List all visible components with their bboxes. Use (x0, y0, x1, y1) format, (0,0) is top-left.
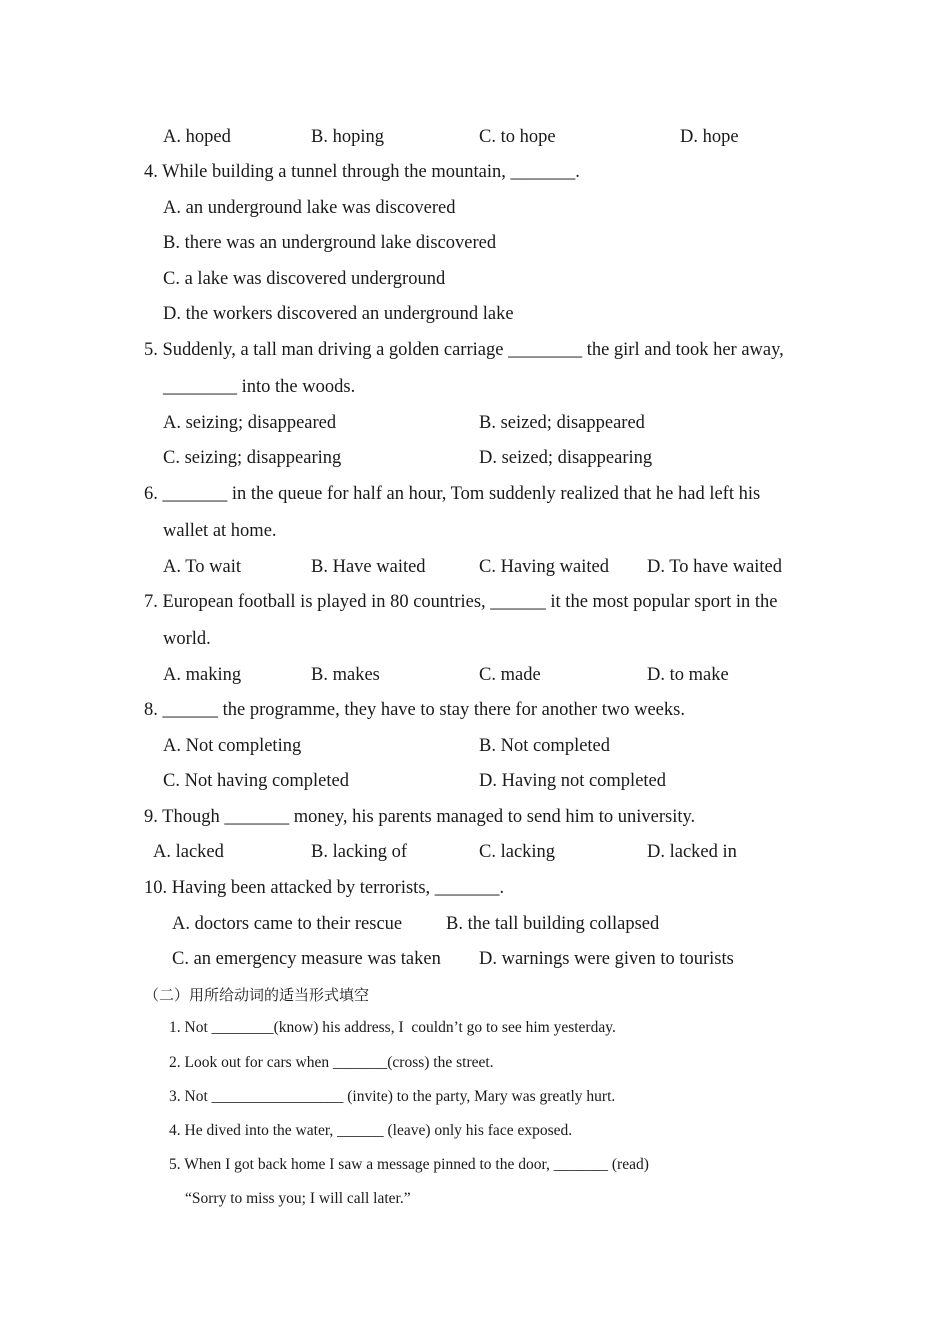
q9-option-a: A. lacked (153, 842, 224, 862)
q10-option-b: B. the tall building collapsed (446, 914, 660, 934)
q9-stem: 9. Though _______ money, his parents managed to send him to university. (144, 807, 696, 827)
q8-option-a: A. Not completing (163, 736, 302, 756)
q7-option-a: A. making (163, 665, 242, 685)
q4-option-c: C. a lake was discovered underground (163, 269, 446, 289)
q7-stem-line2: world. (163, 629, 211, 649)
q7-option-c: C. made (479, 665, 541, 685)
q4-option-d: D. the workers discovered an underground lake (163, 304, 514, 324)
section2-item-5: 5. When I got back home I saw a message pinned to the door, _______ (read) (169, 1156, 649, 1173)
q6-stem-line2: wallet at home. (163, 521, 277, 541)
section2-item-1: 1. Not ________(know) his address, I couldn’t go to see him yesterday. (169, 1019, 616, 1036)
q5-stem-line2: ________ into the woods. (163, 377, 356, 397)
q3-option-a: A. hoped (163, 127, 231, 147)
section2-heading: （二）用所给动词的适当形式填空 (144, 986, 370, 1004)
section2-item-2: 2. Look out for cars when _______(cross) the street. (169, 1054, 494, 1071)
q8-option-d: D. Having not completed (479, 771, 667, 791)
q5-option-c: C. seizing; disappearing (163, 448, 342, 468)
q10-option-c: C. an emergency measure was taken (172, 949, 441, 969)
q9-option-d: D. lacked in (647, 842, 737, 862)
q7-option-d: D. to make (647, 665, 729, 685)
q7-stem-line1: 7. European football is played in 80 countries, ______ it the most popular sport in the (144, 592, 778, 612)
q6-option-d: D. To have waited (647, 557, 783, 577)
q8-stem: 8. ______ the programme, they have to stay there for another two weeks. (144, 700, 685, 720)
q10-option-a: A. doctors came to their rescue (172, 914, 403, 934)
q6-option-c: C. Having waited (479, 557, 609, 577)
q5-option-b: B. seized; disappeared (479, 413, 645, 433)
q5-option-a: A. seizing; disappeared (163, 413, 337, 433)
q6-option-b: B. Have waited (311, 557, 426, 577)
q7-option-b: B. makes (311, 665, 380, 685)
q6-option-a: A. To wait (163, 557, 242, 577)
q10-stem: 10. Having been attacked by terrorists, _______. (144, 878, 505, 898)
q4-option-b: B. there was an underground lake discovered (163, 233, 497, 253)
q4-option-a: A. an underground lake was discovered (163, 198, 456, 218)
q4-stem: 4. While building a tunnel through the mountain, _______. (144, 162, 580, 182)
section2-item-4: 4. He dived into the water, ______ (leave) only his face exposed. (169, 1122, 573, 1139)
q8-option-c: C. Not having completed (163, 771, 349, 791)
q5-stem-line1: 5. Suddenly, a tall man driving a golden carriage ________ the girl and took her away, (144, 340, 784, 360)
q6-stem-line1: 6. _______ in the queue for half an hour, Tom suddenly realized that he had left his (144, 484, 761, 504)
q9-option-c: C. lacking (479, 842, 556, 862)
section2-item-3: 3. Not _________________ (invite) to the party, Mary was greatly hurt. (169, 1088, 616, 1105)
q3-option-b: B. hoping (311, 127, 384, 147)
q3-option-d: D. hope (680, 127, 739, 147)
q3-option-c: C. to hope (479, 127, 556, 147)
section2-item-5-line2: “Sorry to miss you; I will call later.” (185, 1190, 411, 1207)
q9-option-b: B. lacking of (311, 842, 408, 862)
q10-option-d: D. warnings were given to tourists (479, 949, 734, 969)
q5-option-d: D. seized; disappearing (479, 448, 653, 468)
q8-option-b: B. Not completed (479, 736, 611, 756)
